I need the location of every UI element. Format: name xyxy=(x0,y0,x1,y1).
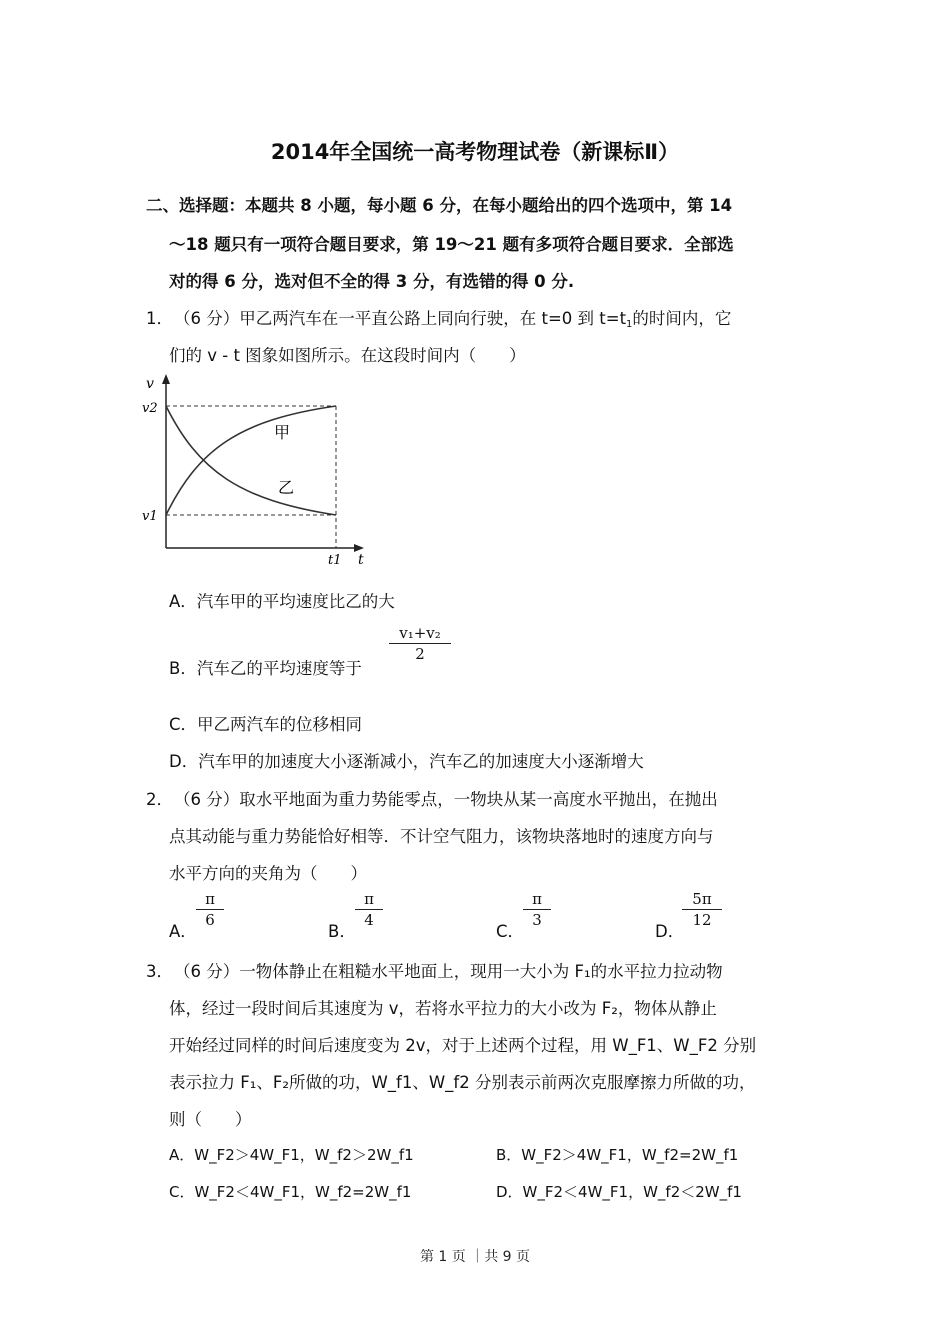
q1-option-b-fraction: $\frac{\text{v₁+v₂}}{2}$ xyxy=(389,624,451,663)
q1-number: 1． xyxy=(146,309,173,328)
section-heading-line1: 二、选择题：本题共 8 小题，每小题 6 分，在每小题给出的四个选项中，第 14 xyxy=(146,196,733,215)
q2-option-c[interactable]: C． xyxy=(496,922,525,941)
q1-stem-line2: 们的 v - t 图象如图所示。在这段时间内（ ） xyxy=(169,346,526,365)
q3-stem-line4: 表示拉力 F₁、F₂所做的功，W_f1、W_f2 分别表示前两次克服摩擦力所做的功， xyxy=(169,1073,756,1092)
q3-option-b[interactable]: B．W_F2＞4W_F1，W_f2=2W_f1 xyxy=(496,1146,739,1164)
q2-stem-line1: （6 分）取水平地面为重力势能零点，一物块从某一高度水平抛出，在抛出 xyxy=(174,790,718,809)
q2-option-d-fraction: $\frac{5\pi}{12}$ xyxy=(682,890,722,929)
v1-label: v1 xyxy=(142,509,158,524)
q1-stem-line1: （6 分）甲乙两汽车在一平直公路上同向行驶，在 t=0 到 $t=t_1$的时间内，它 xyxy=(174,309,732,330)
t-axis-arrow-icon xyxy=(354,544,364,552)
q2-option-a-fraction: $\frac{\pi}{6}$ xyxy=(196,890,224,929)
section-heading-line3: 对的得 6 分，选对但不全的得 3 分，有选错的得 0 分. xyxy=(169,272,575,291)
q3-stem-line5: 则（ ） xyxy=(169,1110,252,1129)
q3-number: 3． xyxy=(146,962,173,981)
q1-option-c[interactable]: C．甲乙两汽车的位移相同 xyxy=(169,715,363,734)
curve-yi-label: 乙 xyxy=(278,478,295,497)
t1-label: t1 xyxy=(328,553,342,568)
q3-option-d[interactable]: D．W_F2＜4W_F1，W_f2＜2W_f1 xyxy=(496,1183,742,1201)
q3-stem-line1: （6 分）一物体静止在粗糙水平地面上，现用一大小为 F₁的水平拉力拉动物 xyxy=(174,962,723,981)
q2-number: 2． xyxy=(146,790,173,809)
curve-jia-label: 甲 xyxy=(274,423,291,442)
q2-option-a[interactable]: A． xyxy=(169,922,197,941)
section-heading-line2: ～18 题只有一项符合题目要求，第 19～21 题有多项符合题目要求．全部选 xyxy=(169,235,734,254)
v2-label: v2 xyxy=(142,401,158,416)
page-footer: 第 1 页 ｜共 9 页 xyxy=(419,1249,531,1265)
q2-option-c-fraction: $\frac{\pi}{3}$ xyxy=(523,890,551,929)
t-axis-label: t xyxy=(358,552,364,568)
q3-option-a[interactable]: A．W_F2＞4W_F1，W_f2＞2W_f1 xyxy=(169,1146,414,1164)
page-title: 2014年全国统一高考物理试卷（新课标Ⅱ） xyxy=(270,140,680,164)
v-axis-arrow-icon xyxy=(162,374,170,384)
q2-option-b[interactable]: B． xyxy=(328,922,356,941)
curve-yi xyxy=(166,406,336,515)
vt-graph xyxy=(138,370,378,570)
v-axis-label: v xyxy=(146,376,154,392)
q3-stem-line3: 开始经过同样的时间后速度变为 2v，对于上述两个过程，用 W_F1、W_F2 分别 xyxy=(169,1036,757,1055)
q1-option-d[interactable]: D．汽车甲的加速度大小逐渐减小，汽车乙的加速度大小逐渐增大 xyxy=(169,752,644,771)
q1-option-a[interactable]: A．汽车甲的平均速度比乙的大 xyxy=(169,592,395,611)
q3-stem-line2: 体，经过一段时间后其速度为 v，若将水平拉力的大小改为 F₂，物体从静止 xyxy=(169,999,717,1018)
q2-stem-line2: 点其动能与重力势能恰好相等．不计空气阻力，该物块落地时的速度方向与 xyxy=(169,827,714,846)
q2-option-b-fraction: $\frac{\pi}{4}$ xyxy=(355,890,383,929)
q3-option-c[interactable]: C．W_F2＜4W_F1，W_f2=2W_f1 xyxy=(169,1183,412,1201)
q2-option-d[interactable]: D． xyxy=(655,922,685,941)
curve-jia xyxy=(166,406,336,515)
q1-option-b[interactable]: B．汽车乙的平均速度等于 xyxy=(169,659,362,678)
q2-stem-line3: 水平方向的夹角为（ ） xyxy=(169,864,367,883)
